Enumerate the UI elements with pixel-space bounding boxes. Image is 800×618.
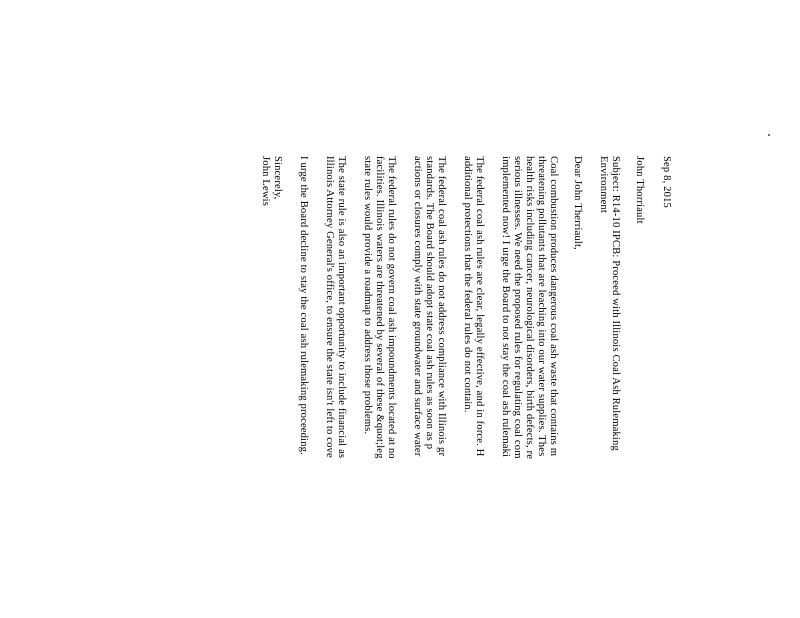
paragraph-line: The federal coal ash rules are clear, legally effective, and in force. H [474,156,485,457]
paragraph-line: Illinois Attorney General's office, to ensure the state isn't left to cove [324,156,335,458]
paragraph-line: The federal rules do not govern coal ash impoundments located at no [386,156,397,459]
paragraph-line: The federal coal ash rules do not address compliance with Illinois gr [436,156,447,457]
paragraph-line: serious illnesses. We need the proposed rules for regulating coal com [512,156,523,459]
letter-sender: John Thorriault [634,156,645,224]
paragraph-line: implemented now! I urge the Board to not stay the coal ash rulemaki [500,156,511,458]
letter-date: Sep 8, 2015 [661,156,672,208]
paragraph-line: additional protections that the federal rules do not contain. [462,156,473,413]
scan-speck [768,134,770,136]
paragraph-line: actions or closures comply with state groundwater and surface water [412,156,423,457]
paragraph-line: The state rule is also an important opportunity to include financial as [336,156,347,459]
letter-closing: Sincerely, [272,156,283,200]
letter-subject-continued: Environment [598,156,609,213]
paragraph-line: I urge the Board decline to stay the coal ash rulemaking proceeding. [298,156,309,455]
letter-signature: John Lewis [260,156,271,207]
letter-subject: Subject: R14-10 IPCB: Proceed with Illinois Coal Ash Rulemaking [610,156,621,451]
paragraph-line: standards. The Board should adopt state coal ash rules as soon as p [424,156,435,450]
letter-salutation: Dear John Therriault, [572,156,583,250]
paragraph-line: facilities. Illinois waters are threatened by several of these &quot;leg [374,156,385,459]
paragraph-line: state rules would provide a roadmap to address those problems. [362,156,373,435]
paragraph-line: health risks including cancer, neurological disorders, birth defects, re [524,156,535,460]
paragraph-line: threatening pollutants that are leaching into our water supplies. Thes [536,156,547,457]
paragraph-line: Coal combustion produces dangerous coal ash waste that contains m [548,156,559,457]
